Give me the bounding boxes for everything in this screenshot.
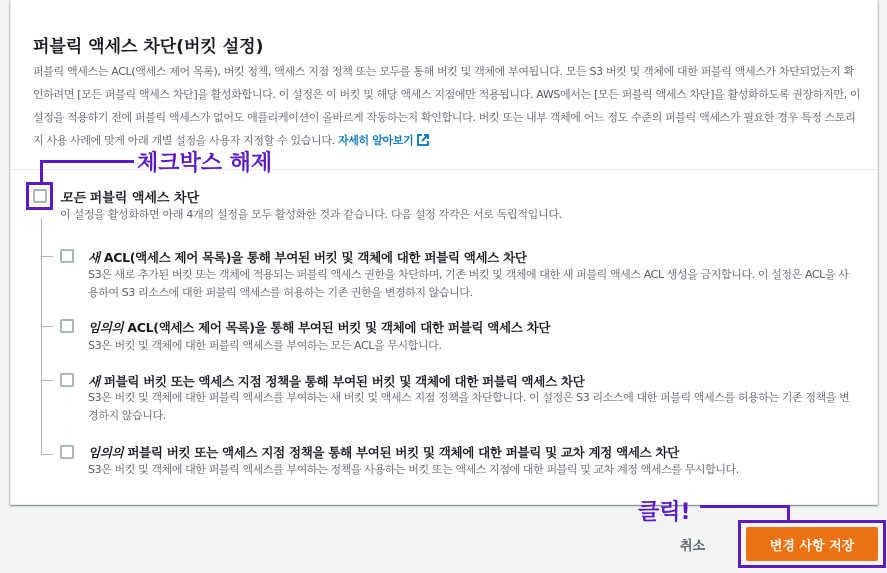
page-title: 퍼블릭 액세스 차단(버킷 설정) — [33, 37, 264, 57]
tree-branch — [41, 326, 53, 327]
panel-header — [11, 0, 877, 170]
option-new-policy-label: 새 퍼블릭 버킷 또는 액세스 지점 정책을 통해 부여된 버킷 및 객체에 대한 퍼블릭 액세스 차단 — [88, 374, 585, 389]
option-new-policy-description: S3은 버킷 및 객체에 대한 퍼블릭 액세스를 부여하는 새 버킷 및 액세스 지점 정책을 차단합니다. 이 설정은 S3 리소스에 대한 퍼블릭 액세스를 허용하는 기존 정책을 변경하지 않습니다. — [88, 391, 850, 422]
annotation-connector — [700, 505, 790, 508]
option-any-acl-description: S3은 버킷 및 객체에 대한 퍼블릭 액세스를 부여하는 모든 ACL을 무시합니다. — [88, 339, 442, 352]
tree-branch — [41, 256, 53, 257]
panel-description — [33, 60, 863, 152]
option-new-acl-checkbox[interactable] — [60, 249, 74, 263]
option-new-acl-description: S3은 새로 추가된 버킷 또는 객체에 적용되는 퍼블릭 액세스 권한을 차단하며, 기존 버킷 및 객체에 대한 새 퍼블릭 액세스 ACL 생성을 금지합니다. 이 설정은 ACL을 사용하여 S3 리소스에 대한 퍼블릭 액세스를 허용하는 기존 권한을 변경하지 않습니다. — [88, 268, 849, 299]
option-any-acl-label: 임의의 ACL(액세스 제어 목록)을 통해 부여된 버킷 및 객체에 대한 퍼블릭 액세스 차단 — [88, 320, 551, 335]
learn-more-link[interactable]: 자세히 알아보기 — [338, 134, 429, 147]
block-all-description: 이 설정을 활성화하면 아래 4개의 설정을 모두 활성화한 것과 같습니다. 다음 설정 각각은 서로 독립적입니다. — [60, 208, 562, 221]
annotation-connector — [40, 160, 134, 163]
tree-branch — [41, 454, 53, 455]
click-annotation: 클릭! — [638, 500, 691, 525]
save-changes-button[interactable]: 변경 사항 저장 — [746, 527, 878, 561]
option-any-policy-checkbox[interactable] — [60, 445, 74, 459]
external-link-icon — [417, 134, 429, 146]
tree-branch — [41, 380, 53, 381]
block-all-label: 모든 퍼블릭 액세스 차단 — [60, 191, 200, 206]
option-new-policy-checkbox[interactable] — [60, 373, 74, 387]
cancel-button[interactable]: 취소 — [680, 535, 705, 554]
annotation-connector — [40, 160, 43, 184]
description-text: 퍼블릭 액세스는 ACL(액세스 제어 목록), 버킷 정책, 액세스 지점 정책 또는 모두를 통해 버킷 및 객체에 부여됩니다. 모든 S3 버킷 및 객체에 대한 퍼블릭 액세스가 차단되었는지 확인하려면 [모든 퍼블릭 액세스 차단]을 활성화합니다. 이 설정은 이 버킷 및 해당 액세스 지점에만 적용됩니다. AWS에서는 [모든 퍼블릭 액세스 차단]을 활성화하도록 권장하지만, 이 설정을 적용하기 전에 퍼블릭 액세스가 없어도 애플리케이션이 올바르게 작동하는지 확인합니다. 버킷 또는 내부 객체에 어느 정도 수준의 퍼블릭 액세스가 필요한 경우 특정 스토리지 사용 사례에 맞게 아래 개별 설정을 사용자 지정할 수 있습니다. — [33, 65, 861, 147]
option-new-acl-label: 새 ACL(액세스 제어 목록)을 통해 부여된 버킷 및 객체에 대한 퍼블릭 액세스 차단 — [88, 250, 527, 265]
option-any-policy-label: 임의의 퍼블릭 버킷 또는 액세스 지점 정책을 통해 부여된 버킷 및 객체에 대한 퍼블릭 및 교차 계정 액세스 차단 — [88, 445, 680, 460]
option-any-acl-checkbox[interactable] — [60, 319, 74, 333]
option-any-policy-description: S3은 버킷 및 객체에 대한 퍼블릭 액세스를 부여하는 정책을 사용하는 버킷 또는 액세스 지점에 대한 퍼블릭 및 교차 계정 액세스를 무시합니다. — [88, 463, 739, 476]
tree-connector — [41, 218, 42, 455]
uncheck-annotation: 체크박스 해제 — [137, 151, 273, 176]
uncheck-highlight-box — [26, 182, 53, 210]
